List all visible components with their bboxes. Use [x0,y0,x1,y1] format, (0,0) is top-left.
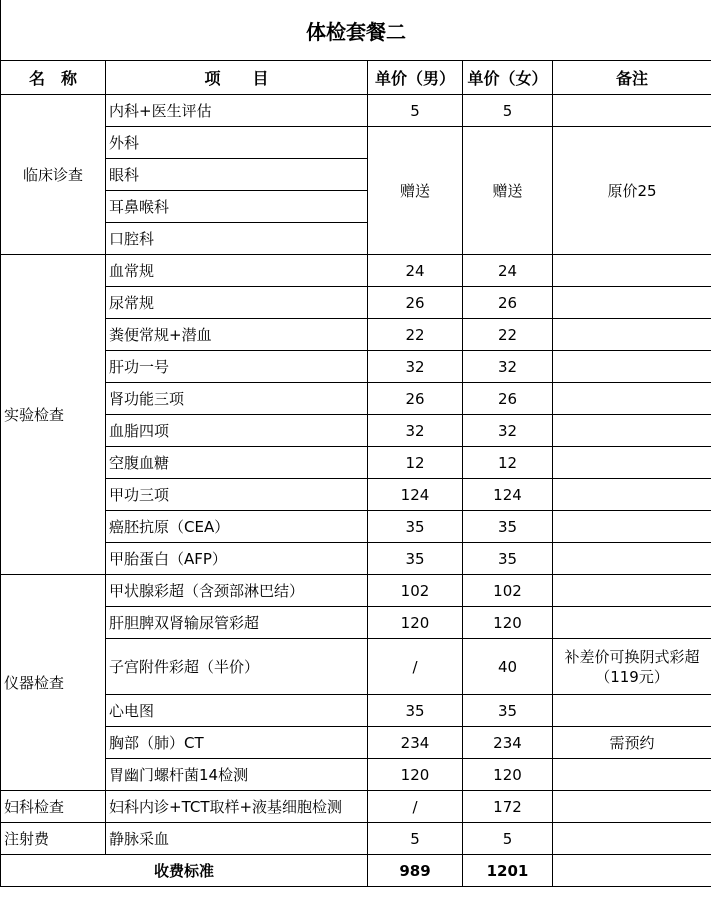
item-name: 肝胆脾双肾输尿管彩超 [106,607,368,639]
price-male: 35 [368,543,463,575]
note-cell [553,287,711,319]
note-cell [553,383,711,415]
item-name: 心电图 [106,695,368,727]
item-name: 静脉采血 [106,823,368,855]
note-cell [553,791,711,823]
footer-label: 收费标准 [1,855,368,887]
header-price-male: 单价（男） [368,61,463,95]
item-name: 妇科内诊+TCT取样+液基细胞检测 [106,791,368,823]
item-name: 胸部（肺）CT [106,727,368,759]
price-male: 26 [368,287,463,319]
price-male: 35 [368,511,463,543]
price-female: 172 [463,791,553,823]
price-male: 22 [368,319,463,351]
note-cell [553,319,711,351]
item-name: 甲功三项 [106,479,368,511]
item-name: 粪便常规+潜血 [106,319,368,351]
item-name: 外科 [106,127,368,159]
note-cell [553,695,711,727]
note-cell [553,447,711,479]
price-male: 124 [368,479,463,511]
header-name: 名 称 [1,61,106,95]
note-cell [553,607,711,639]
note-cell [553,575,711,607]
price-male: 32 [368,415,463,447]
header-item: 项 目 [106,61,368,95]
item-name: 尿常规 [106,287,368,319]
price-male: / [368,639,463,695]
price-female: 124 [463,479,553,511]
total-female: 1201 [463,855,553,887]
price-male: 12 [368,447,463,479]
price-female: 102 [463,575,553,607]
item-name: 肾功能三项 [106,383,368,415]
header-price-female: 单价（女） [463,61,553,95]
item-name: 内科+医生评估 [106,95,368,127]
note-cell [553,479,711,511]
price-female: 120 [463,607,553,639]
price-male: 120 [368,607,463,639]
item-name: 耳鼻喉科 [106,191,368,223]
price-female: 120 [463,759,553,791]
price-female: 5 [463,823,553,855]
note-cell [553,255,711,287]
price-female: 32 [463,415,553,447]
page-title: 体检套餐二 [1,0,711,61]
price-female: 35 [463,543,553,575]
item-name: 癌胚抗原（CEA） [106,511,368,543]
item-name: 胃幽门螺杆菌14检测 [106,759,368,791]
category-instrument: 仪器检查 [1,575,106,791]
price-male: / [368,791,463,823]
price-female: 22 [463,319,553,351]
item-name: 口腔科 [106,223,368,255]
note-cell [553,351,711,383]
category-clinical: 临床诊查 [1,95,106,255]
note-cell: 需预约 [553,727,711,759]
price-male: 24 [368,255,463,287]
note-cell [553,511,711,543]
price-female: 40 [463,639,553,695]
item-name: 空腹血糖 [106,447,368,479]
category-injection: 注射费 [1,823,106,855]
price-female: 5 [463,95,553,127]
gift-note: 原价25 [553,127,711,255]
price-female: 26 [463,287,553,319]
price-male: 120 [368,759,463,791]
price-female: 12 [463,447,553,479]
item-name: 甲胎蛋白（AFP） [106,543,368,575]
price-male: 102 [368,575,463,607]
note-cell [553,855,711,887]
item-name: 子宫附件彩超（半价） [106,639,368,695]
category-gyn: 妇科检查 [1,791,106,823]
price-female: 234 [463,727,553,759]
item-name: 眼科 [106,159,368,191]
note-cell [553,95,711,127]
item-name: 血脂四项 [106,415,368,447]
price-female: 35 [463,511,553,543]
item-name: 肝功一号 [106,351,368,383]
note-cell [553,759,711,791]
note-cell [553,543,711,575]
price-female: 35 [463,695,553,727]
price-male: 5 [368,823,463,855]
gift-male: 赠送 [368,127,463,255]
price-male: 5 [368,95,463,127]
price-male: 234 [368,727,463,759]
total-male: 989 [368,855,463,887]
price-male: 26 [368,383,463,415]
price-male: 35 [368,695,463,727]
gift-female: 赠送 [463,127,553,255]
price-female: 32 [463,351,553,383]
note-cell [553,415,711,447]
item-name: 甲状腺彩超（含颈部淋巴结） [106,575,368,607]
note-cell [553,823,711,855]
price-male: 32 [368,351,463,383]
note-cell: 补差价可换阴式彩超（119元） [553,639,711,695]
category-lab: 实验检查 [1,255,106,575]
item-name: 血常规 [106,255,368,287]
price-female: 26 [463,383,553,415]
header-note: 备注 [553,61,711,95]
price-female: 24 [463,255,553,287]
